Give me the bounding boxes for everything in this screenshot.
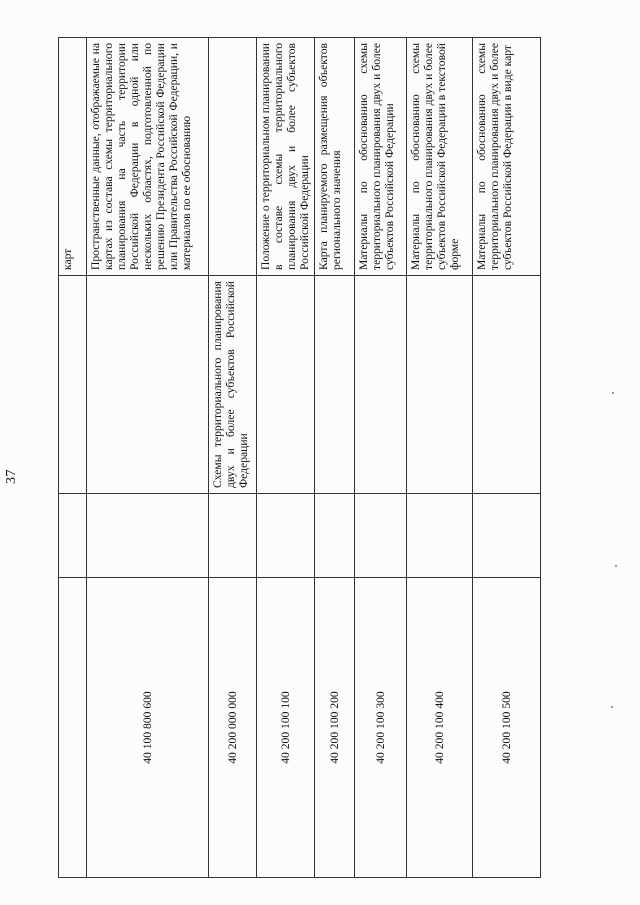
table-row (257, 38, 315, 878)
description-cell: Материалы по обоснованию схемы территориального планирования двух и более субъектов Российской Федерации (355, 38, 407, 276)
page-number: 37 (4, 469, 19, 484)
description-cell: Материалы по обоснованию схемы территориального планирования двух и более субъектов Российской Федерации в текстовой форме (407, 38, 473, 276)
description-cell: Материалы по обоснованию схемы территориального планирования двух и более субъектов Российской Федерации в виде карт (473, 38, 541, 276)
table-row (407, 38, 473, 878)
empty-cell (87, 494, 209, 578)
scan-speck (615, 565, 617, 567)
table-row (87, 38, 209, 878)
name-cell: Схемы территориального планирования двух и более субъектов Российской Федерации (209, 276, 257, 494)
rotated-content (4, 38, 540, 878)
table-row (473, 38, 541, 878)
table-row (209, 38, 257, 878)
code-cell: 40 200 100 400 (407, 578, 473, 878)
name-cell (473, 276, 541, 494)
empty-cell (59, 494, 87, 578)
description-cell: Положение о территориальном планировании в составе схемы территориального планирования двух и более субъектов Российской Федерации (257, 38, 315, 276)
code-cell: 40 200 100 200 (315, 578, 355, 878)
empty-cell (473, 494, 541, 578)
empty-cell (407, 494, 473, 578)
scan-speck (611, 706, 613, 708)
name-cell (59, 276, 87, 494)
description-cell: карт (59, 38, 87, 276)
table-row (355, 38, 407, 878)
code-cell: 40 100 800 600 (87, 578, 209, 878)
scan-speck (612, 392, 614, 394)
name-cell (355, 276, 407, 494)
table-row (315, 38, 355, 878)
name-cell (87, 276, 209, 494)
empty-cell (315, 494, 355, 578)
classifier-table (58, 37, 541, 878)
table-row (59, 38, 87, 878)
description-cell (209, 38, 257, 276)
description-cell: Карта планируемого размещения объектов регионального значения (315, 38, 355, 276)
empty-cell (209, 494, 257, 578)
code-cell: 40 200 100 100 (257, 578, 315, 878)
code-cell: 40 200 100 500 (473, 578, 541, 878)
code-cell: 40 200 100 300 (355, 578, 407, 878)
code-cell (59, 578, 87, 878)
description-cell: Пространственные данные, отображаемые на картах из состава схемы территориального планирования на часть территории Российской Федерации в одной или нескольких областях, подготовленной по решению Президента Российской Федерации или Правительства Российской Федерации, и материалов по ее обоснованию (87, 38, 209, 276)
name-cell (315, 276, 355, 494)
name-cell (407, 276, 473, 494)
empty-cell (355, 494, 407, 578)
name-cell (257, 276, 315, 494)
empty-cell (257, 494, 315, 578)
code-cell: 40 200 000 000 (209, 578, 257, 878)
